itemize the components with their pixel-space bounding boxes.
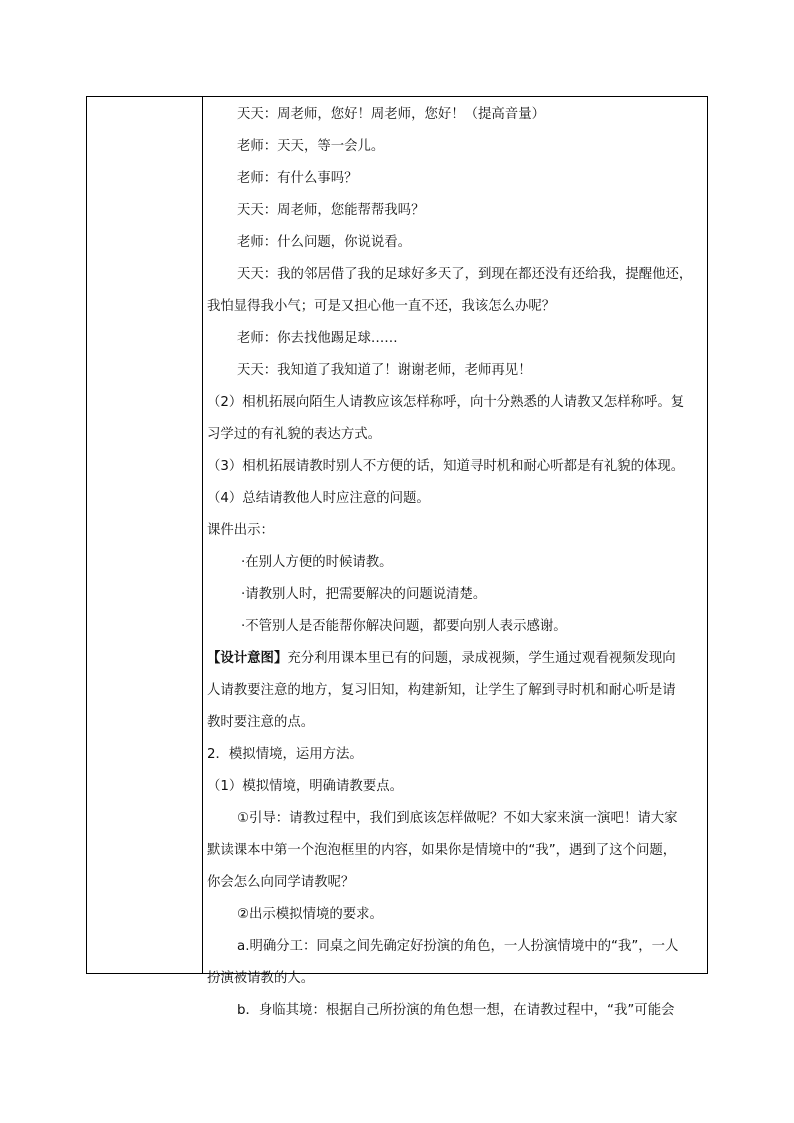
- text-line-content: 教时要注意的点。: [207, 715, 315, 730]
- text-line: [207, 131, 703, 163]
- text-line-content: 我怕显得我小气；可是又担心他一直不还，我该怎么办呢？: [207, 299, 556, 314]
- table-left-column: [87, 97, 203, 973]
- text-line-content: ①引导：请教过程中，我们到底该怎样做呢？不如大家来演一演吧！请大家: [237, 811, 678, 826]
- text-line-content: 2．模拟情境，运用方法。: [207, 747, 363, 762]
- table-content-cell: [203, 97, 707, 1018]
- text-line: [207, 995, 703, 1027]
- text-line-content: 课件出示：: [207, 523, 274, 538]
- text-line-content: 充分利用课本里已有的问题，录成视频，学生通过观看视频发现向: [287, 651, 676, 666]
- text-line-content: 老师：有什么事吗？: [237, 171, 358, 186]
- text-line: [207, 835, 703, 867]
- text-line-content: 天天：我知道了我知道了！谢谢老师，老师再见！: [237, 363, 532, 378]
- text-line: [207, 547, 703, 579]
- lesson-table: [86, 96, 708, 1018]
- text-line-content: （2）相机拓展向陌生人请教应该怎样称呼，向十分熟悉的人请教又怎样称呼。复: [207, 395, 685, 410]
- text-line: [207, 707, 703, 739]
- text-line: [207, 771, 703, 803]
- text-line: [207, 259, 703, 291]
- text-line-content: 你会怎么向同学请教呢？: [207, 875, 355, 890]
- text-line: [207, 643, 703, 675]
- text-line: [207, 739, 703, 771]
- text-line-content: 习学过的有礼貌的表达方式。: [207, 427, 382, 442]
- text-line-content: ②出示模拟情境的要求。: [237, 907, 383, 922]
- text-line-content: a.明确分工：同桌之间先确定好扮演的角色，一人扮演情境中的“我”，一人: [237, 939, 679, 954]
- text-line-content: 老师：天天，等一会儿。: [237, 139, 385, 154]
- text-line: [207, 675, 703, 707]
- text-line: [207, 163, 703, 195]
- text-line-content: 老师：你去找他踢足球……: [237, 331, 398, 346]
- text-line: [207, 291, 703, 323]
- text-line-content: 天天：周老师，您好！周老师，您好！（提高音量）: [237, 107, 545, 122]
- text-line: [207, 355, 703, 387]
- text-line-content: （1）模拟情境，明确请教要点。: [207, 779, 403, 794]
- text-line-content: 天天：周老师，您能帮帮我吗？: [237, 203, 425, 218]
- text-line: [207, 323, 703, 355]
- text-line-content: 人请教要注意的地方，复习旧知，构建新知，让学生了解到寻时机和耐心听是请: [207, 683, 676, 698]
- text-line: [207, 579, 703, 611]
- text-line-content: b．身临其境：根据自己所扮演的角色想一想，在请教过程中，“我”可能会: [237, 1003, 675, 1018]
- text-line-content: 老师：什么问题，你说说看。: [237, 235, 412, 250]
- text-line: [207, 803, 703, 835]
- text-line: [207, 867, 703, 899]
- text-line-content: 扮演被请教的人。: [207, 971, 315, 986]
- text-line: [207, 99, 703, 131]
- text-line: [207, 515, 703, 547]
- text-line: [207, 419, 703, 451]
- text-line-content: 默读课本中第一个泡泡框里的内容，如果你是情境中的“我”，遇到了这个问题，: [207, 843, 677, 858]
- text-line-content: 天天：我的邻居借了我的足球好多天了，到现在都还没有还给我，提醒他还，: [237, 267, 693, 282]
- text-line-content: ·在别人方便的时候请教。: [241, 555, 393, 570]
- text-line-content: （4）总结请教他人时应注意的问题。: [207, 491, 430, 506]
- text-line-content: （3）相机拓展请教时别人不方便的话，知道寻时机和耐心听都是有礼貌的体现。: [207, 459, 685, 474]
- text-line: [207, 963, 703, 995]
- text-line-content: ·请教别人时，把需要解决的问题说清楚。: [241, 587, 487, 602]
- text-line: [207, 451, 703, 483]
- text-line: [207, 611, 703, 643]
- text-line: [207, 227, 703, 259]
- text-line: [207, 195, 703, 227]
- text-line: [207, 899, 703, 931]
- text-line: [207, 931, 703, 963]
- text-line-content: ·不管别人是否能帮你解决问题，都要向别人表示感谢。: [241, 619, 567, 634]
- text-line: [207, 387, 703, 419]
- text-line: [207, 483, 703, 515]
- design-intent-label: 【设计意图】: [207, 651, 288, 666]
